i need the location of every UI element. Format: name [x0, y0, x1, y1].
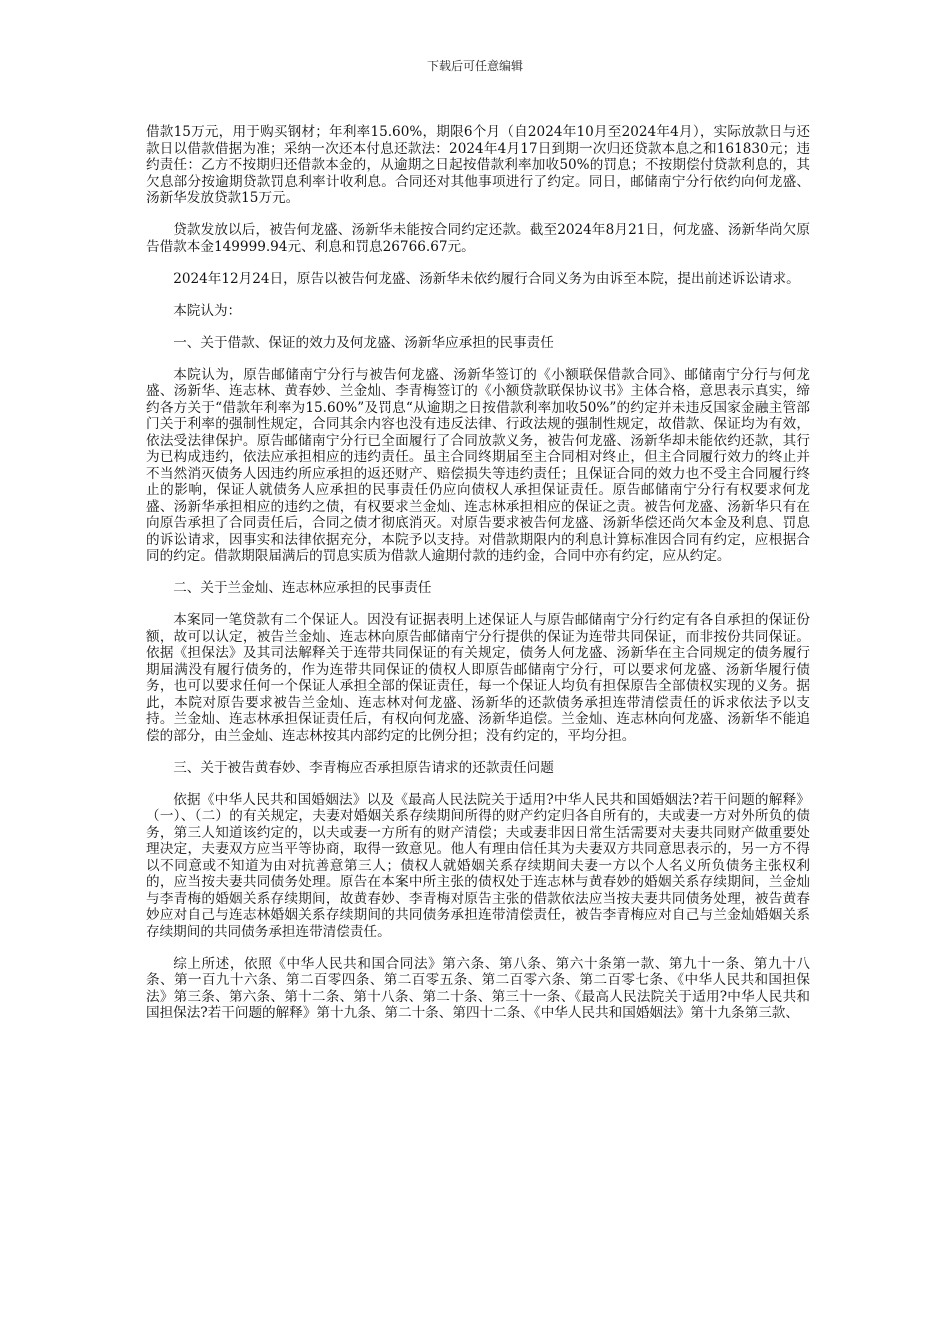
paragraph-section-1: 本院认为，原告邮储南宁分行与被告何龙盛、汤新华签订的《小额联保借款合同》、邮储南宁分行与何龙盛、汤新华、连志林、黄春妙、兰金灿、李青梅签订的《小额贷款联保协议书》主体合格，意思表示真实，缔约各方关于“借款年利率为15.60%”及罚息“从逾期之日按借款利率加收50%”的约定并未违反国家金融主管部门关于利率的强制性规定，合同其余内容也没有违反法律、行政法规的强制性规定，故借款、保证均为有效，依法受法律保护。原告邮储南宁分行已全面履行了合同放款义务，被告何龙盛、汤新华却未能依约还款，其行为已构成违约，依法应承担相应的违约责任。虽主合同终期届至主合同相对终止，但主合同履行效力的终止并不当然消灭债务人因违约所应承担的返还财产、赔偿损失等违约责任；且保证合同的效力也不受主合同履行终止的影响，保证人就债务人应承担的民事责任仍应向债权人承担保证责任。原告邮储南宁分行有权要求何龙盛、汤新华承担相应的违约之债，有权要求兰金灿、连志林承担相应的保证之责。被告何龙盛、汤新华只有在向原告承担了合同责任后，合同之债才彻底消灭。对原告要求被告何龙盛、汤新华偿还尚欠本金及利息、罚息的诉讼请求，因事实和法律依据充分，本院予以支持。对借款期限内的利息计算标准因合同有约定，应根据合同的约定。借款期限届满后的罚息实质为借款人逾期付款的违约金，合同中亦有约定，应从约定。 — [146, 366, 810, 564]
section-heading-2: 二、关于兰金灿、连志林应承担的民事责任 — [173, 580, 432, 596]
paragraph-default: 贷款发放以后，被告何龙盛、汤新华未能按合同约定还款。截至2024年8月21日，何龙盛、汤新华尚欠原告借款本金149999.94元、利息和罚息26766.67元。 — [146, 222, 810, 255]
paragraph-section-3: 依据《中华人民共和国婚姻法》以及《最高人民法院关于适用?中华人民共和国婚姻法?若干问题的解释》（一）、（二）的有关规定，夫妻对婚姻关系存续期间所得的财产约定归各自所有的，夫或妻一方对外所负的债务，第三人知道该约定的，以夫或妻一方所有的财产清偿；夫或妻非因日常生活需要对夫妻共同财产做重要处理决定，夫妻双方应当平等协商，取得一致意见。他人有理由信任其为夫妻双方共同意思表示的，另一方不得以不同意或不知道为由对抗善意第三人；债权人就婚姻关系存续期间夫妻一方以个人名义所负债务主张权利的，应当按夫妻共同债务处理。原告在本案中所主张的债权处于连志林与黄春妙的婚姻关系存续期间，兰金灿与李青梅的婚姻关系存续期间，故黄春妙、李青梅对原告主张的借款依法应当按夫妻共同债务处理，被告黄春妙应对自己与连志林婚姻关系存续期间的共同债务承担连带清偿责任，被告李青梅应对自己与兰金灿婚姻关系存续期间的共同债务承担连带清偿责任。 — [146, 791, 810, 940]
paragraph-loan-terms: 借款15万元，用于购买钢材；年利率15.60%，期限6个月（自2024年10月至2024年4月），实际放款日与还款日以借款借据为准；采纳一次还本付息还款法：2024年4月17日到期一次归还贷款本息之和161830元；违约责任：乙方不按期归还借款本金的，从逾期之日起按借款利率加收50%的罚息；不按期偿付贷款利息的，其欠息部分按逾期贷款罚息利率计收利息。合同还对其他事项进行了约定。同日，邮储南宁分行依约向何龙盛、汤新华发放贷款15万元。 — [146, 124, 810, 206]
section-heading-1: 一、关于借款、保证的效力及何龙盛、汤新华应承担的民事责任 — [173, 334, 554, 351]
page-header: 下载后可任意编辑 — [426, 59, 523, 73]
section-heading-3: 三、关于被告黄春妙、李青梅应否承担原告请求的还款责任问题 — [173, 759, 554, 776]
document-body — [146, 124, 810, 1037]
paragraph-court-opinion-intro: 本院认为： — [173, 302, 242, 319]
paragraph-lawsuit: 2024年12月24日，原告以被告何龙盛、汤新华未依约履行合同义务为由诉至本院，提出前述诉讼请求。 — [173, 270, 800, 287]
paragraph-conclusion: 综上所述，依照《中华人民共和国合同法》第六条、第八条、第六十条第一款、第九十一条、第九十八条、第一百九十六条、第二百零四条、第二百零五条、第二百零六条、第二百零七条、《中华人民共和国担保法》第三条、第六条、第十二条、第十八条、第二十条、第三十一条、《最高人民法院关于适用?中华人民共和国担保法?若干问题的解释》第十九条、第二十条、第四十二条、《中华人民共和国婚姻法》第十九条第三款、 — [146, 955, 810, 1021]
paragraph-section-2: 本案同一笔贷款有二个保证人。因没有证据表明上述保证人与原告邮储南宁分行约定有各自承担的保证份额，故可以认定，被告兰金灿、连志林向原告邮储南宁分行提供的保证为连带共同保证，而非按份共同保证。依据《担保法》及其司法解释关于连带共同保证的有关规定，债务人何龙盛、汤新华在主合同规定的债务履行期届满没有履行债务的，作为连带共同保证的债权人即原告邮储南宁分行，可以要求何龙盛、汤新华履行债务，也可以要求任何一个保证人承担全部的保证责任，每一个保证人均负有担保原告全部债权实现的义务。据此，本院对原告要求被告兰金灿、连志林对何龙盛、汤新华的还款债务承担连带清偿责任的诉求依法予以支持。兰金灿、连志林承担保证责任后，有权向何龙盛、汤新华追偿。兰金灿、连志林向何龙盛、汤新华不能追偿的部分，由兰金灿、连志林按其内部约定的比例分担；没有约定的，平均分担。 — [146, 612, 810, 744]
